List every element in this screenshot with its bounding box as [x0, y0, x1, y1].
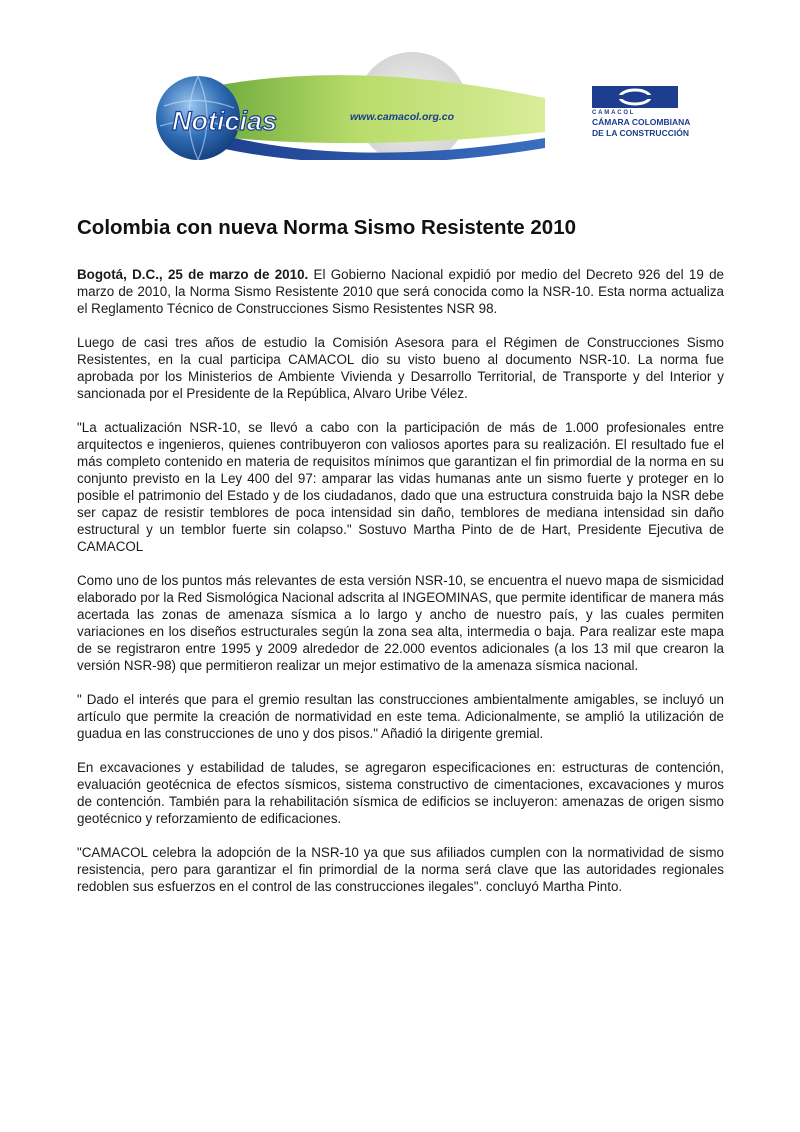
paragraph-5: " Dado el interés que para el gremio resultan las construcciones ambientalmente amigables, se incluyó un artículo que permite la creación de normatividad en este tema. Adicionalmente, se amplió la utilización de guadua en las construcciones de uno y dos pisos." Añadió la dirigente gremial. [77, 692, 724, 741]
camacol-logo-mark [592, 86, 678, 108]
paragraph-3: "La actualización NSR-10, se llevó a cabo con la participación de más de 1.000 profesionales entre arquitectos e ingenieros, quienes contribuyeron con valiosos aportes para su realización. El resultado fue el más completo contenido en materia de requisitos mínimos que garantizan el fin primordial de la norma en su conjunto previsto en la Ley 400 del 97: amparar las vidas humanas ante un sismo fuerte y proteger en lo posible el patrimonio del Estado y de los ciudadanos, dado que una estructura construida bajo la NSR debe ser capaz de resistir temblores de poca intensidad sin daño, temblores de mediana intensidad sin daño estructural y un temblor fuerte sin colapso." Sostuvo Martha Pinto de de Hart, Presidente Ejecutiva de CAMACOL [77, 420, 724, 554]
paragraph-2: Luego de casi tres años de estudio la Comisión Asesora para el Régimen de Construcciones Sismo Resistentes, en la cual participa CAMACOL dio su visto bueno al documento NSR-10. La norma fue aprobada por los Ministerios de Ambiente Vivienda y Desarrollo Territorial, de Transporte y del Interior y sancionada por el Presidente de la República, Alvaro Uribe Vélez. [77, 335, 724, 401]
camacol-subtitle-2: DE LA CONSTRUCCIÓN [592, 128, 689, 138]
paragraph-7: "CAMACOL celebra la adopción de la NSR-10 ya que sus afiliados cumplen con la normatividad de sismo resistencia, pero para garantizar el fin primordial de la norma será clave que las autoridades regionales redoblen sus esfuerzos en el control de las construcciones ilegales". concluyó Martha Pinto. [77, 845, 724, 894]
camacol-logo [592, 86, 691, 146]
paragraph-1 [77, 266, 724, 317]
paragraph-6: En excavaciones y estabilidad de taludes, se agregaron especificaciones en: estructuras de contención, evaluación geotécnica de efectos sísmicos, sistema constructivo de cimentaciones, excavaciones y muros de contención. También para la rehabilitación sísmica de edificios se incluyeron: amenazas de origen sismo geotécnico y reforzamiento de edificaciones. [77, 760, 724, 826]
paragraph-1-text: El Gobierno Nacional expidió por medio del Decreto 926 del 19 de marzo de 2010, la Norma Sismo Resistente 2010 que será conocida como la NSR-10. Esta norma actualiza el Reglamento Técnico de Construcciones Sismo Resistentes NSR 98. [77, 267, 724, 316]
noticias-title: Noticias [172, 106, 278, 136]
noticias-banner-graphic [150, 50, 550, 160]
camacol-name: CAMACOL [592, 110, 636, 116]
camacol-emblem-icon [592, 86, 678, 108]
article-title: Colombia con nueva Norma Sismo Resistente 2010 [77, 216, 576, 239]
paragraph-4: Como uno de los puntos más relevantes de esta versión NSR-10, se encuentra el nuevo mapa de sismicidad elaborado por la Red Sismológica Nacional adscrita al INGEOMINAS, que permite identificar de manera más acertada las zonas de amenaza sísmica a lo largo y ancho de nuestro país, y las cuales permiten variaciones en los diseños estructurales según la zona sea alta, intermedia o baja. Para realizar este mapa de se registraron entre 1995 y 2009 alrededor de 22.000 eventos adicionales (a los 13 mil que crearon la versión NSR-98) que permitieron realizar un mejor estimativo de la amenaza sísmica nacional. [77, 573, 724, 673]
dateline: Bogotá, D.C., 25 de marzo de 2010. [77, 267, 309, 282]
article [77, 214, 724, 912]
noticias-banner [150, 50, 550, 160]
camacol-subtitle-1: CÁMARA COLOMBIANA [592, 117, 691, 127]
website-url: www.camacol.org.co [350, 111, 455, 123]
